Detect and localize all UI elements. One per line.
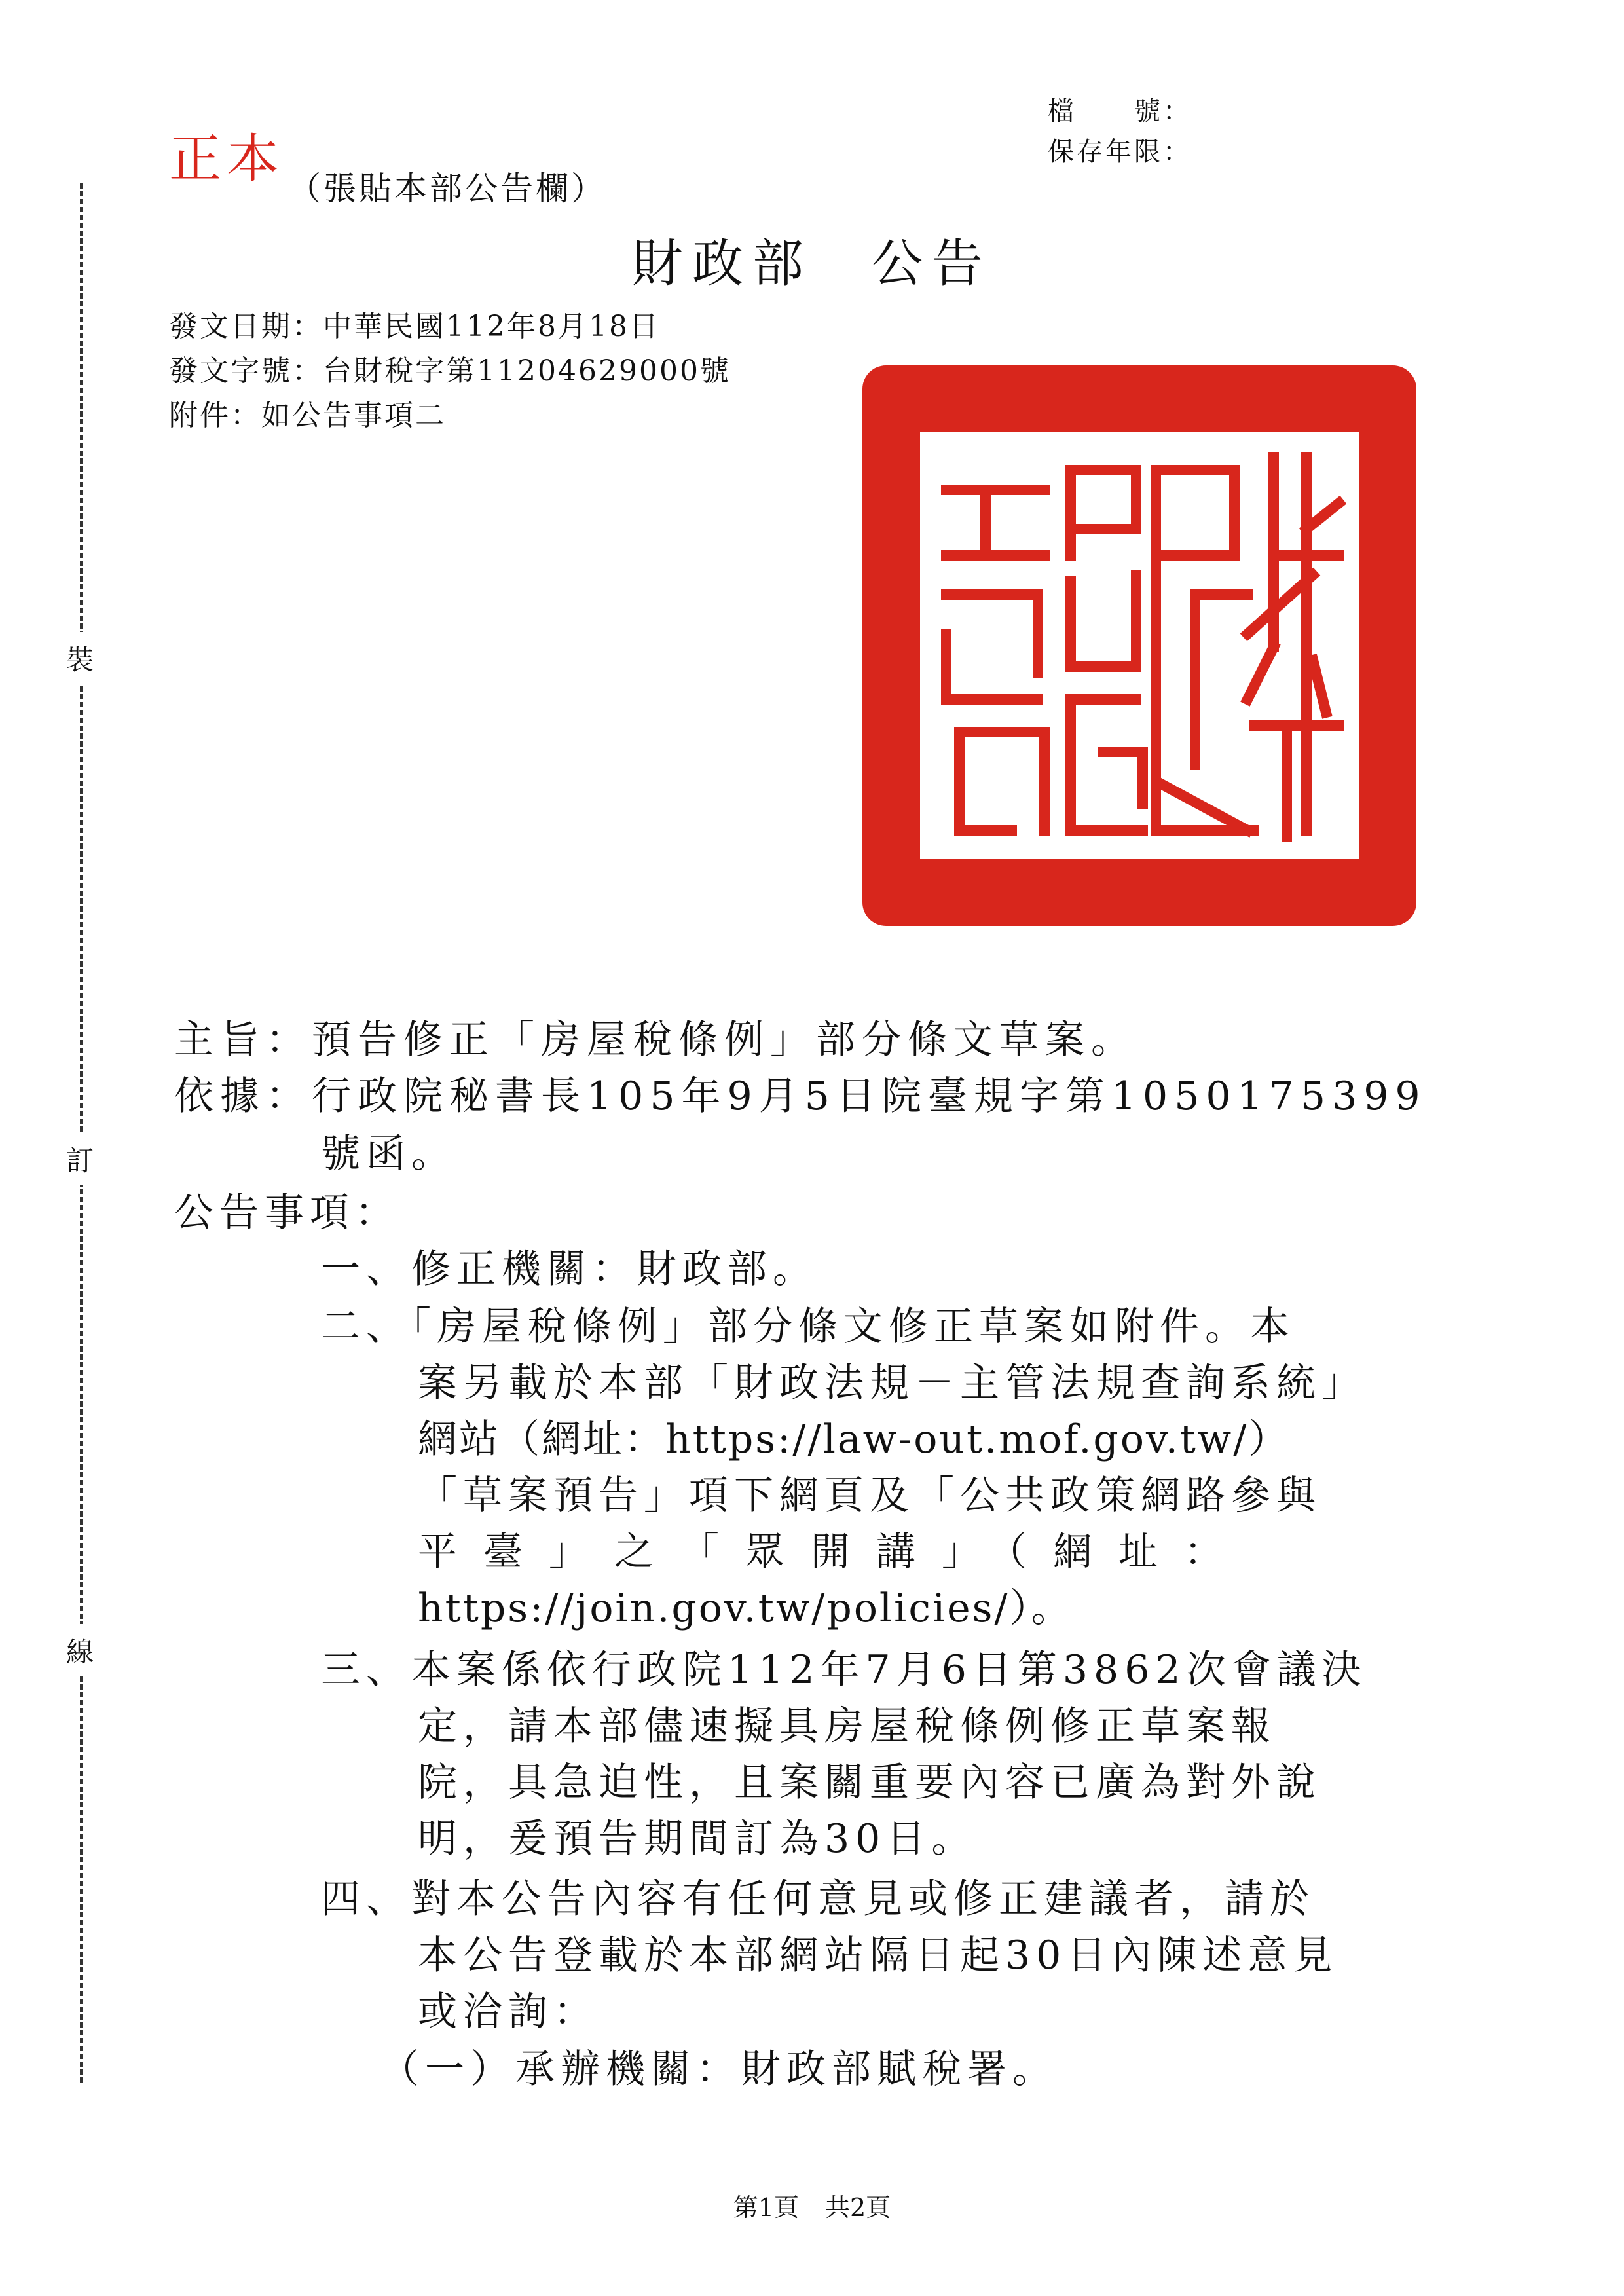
- item-2-line-4: 「草案預告」項下網頁及「公共政策網路參與: [418, 1473, 1321, 1519]
- binding-mark-xian: 線: [62, 1624, 98, 1676]
- item-1: 一、修正機關：財政部。: [321, 1246, 818, 1292]
- item-3-line-3: 院，具急迫性，且案關重要內容已廣為對外說: [418, 1760, 1321, 1805]
- item-4-line-2: 本公告登載於本部網站隔日起30日內陳述意見: [418, 1933, 1338, 1978]
- item-2-line-3: 網站（網址：https://law-out.mof.gov.tw/）: [418, 1416, 1290, 1462]
- official-seal-stamp: [855, 359, 1424, 933]
- item-2-line-1: 二、「房屋稅條例」部分條文修正草案如附件。本: [321, 1304, 1295, 1350]
- document-title: [0, 223, 1624, 296]
- item-4-line-1: 四、對本公告內容有任何意見或修正建議者，請於: [321, 1876, 1315, 1922]
- binding-mark-zhuang: 裝: [62, 632, 98, 684]
- attachment-note: 附件：如公告事項二: [169, 399, 446, 432]
- page-number: 第1頁: [733, 2193, 799, 2222]
- document-number: 發文字號：台財稅字第11204629000號: [169, 354, 731, 388]
- item-4-subitem-1: （一）承辦機關：財政部賦稅署。: [380, 2046, 1058, 2092]
- item-3-line-2: 定，請本部儘速擬具房屋稅條例修正草案報: [418, 1703, 1276, 1749]
- item-3-line-4: 明，爰預告期間訂為30日。: [418, 1816, 977, 1862]
- issuing-organization: 財政部: [631, 234, 813, 293]
- page-footer: [0, 2187, 1624, 2223]
- file-number-label: 檔 號：: [1048, 96, 1192, 126]
- subject-line: 主旨：預告修正「房屋稅條例」部分條文草案。: [174, 1017, 1137, 1063]
- document-type: 公告: [872, 234, 993, 293]
- binding-mark-ding: 訂: [62, 1133, 98, 1185]
- bulletin-board-note: （張貼本部公告欄）: [288, 170, 606, 208]
- announcement-items-heading: 公告事項：: [174, 1190, 400, 1236]
- item-2-line-5: 平臺」之「眾開講」（網址：: [418, 1529, 1249, 1575]
- issue-date: 發文日期：中華民國112年8月18日: [169, 310, 660, 343]
- item-3-line-1: 三、本案係依行政院112年7月6日第3862次會議決: [321, 1647, 1367, 1693]
- retention-period-label: 保存年限：: [1048, 137, 1192, 167]
- item-2-line-2: 案另載於本部「財政法規－主管法規查詢系統」: [418, 1360, 1367, 1406]
- item-2-line-6: https://join.gov.tw/policies/）。: [418, 1585, 1073, 1631]
- basis-line-1: 依據：行政院秘書長105年9月5日院臺規字第1050175399: [174, 1073, 1427, 1119]
- basis-line-2: 號函。: [321, 1131, 456, 1177]
- page-total: 共2頁: [825, 2193, 891, 2222]
- item-4-line-3: 或洽詢：: [418, 1989, 599, 2035]
- original-copy-mark: 正本: [169, 128, 284, 189]
